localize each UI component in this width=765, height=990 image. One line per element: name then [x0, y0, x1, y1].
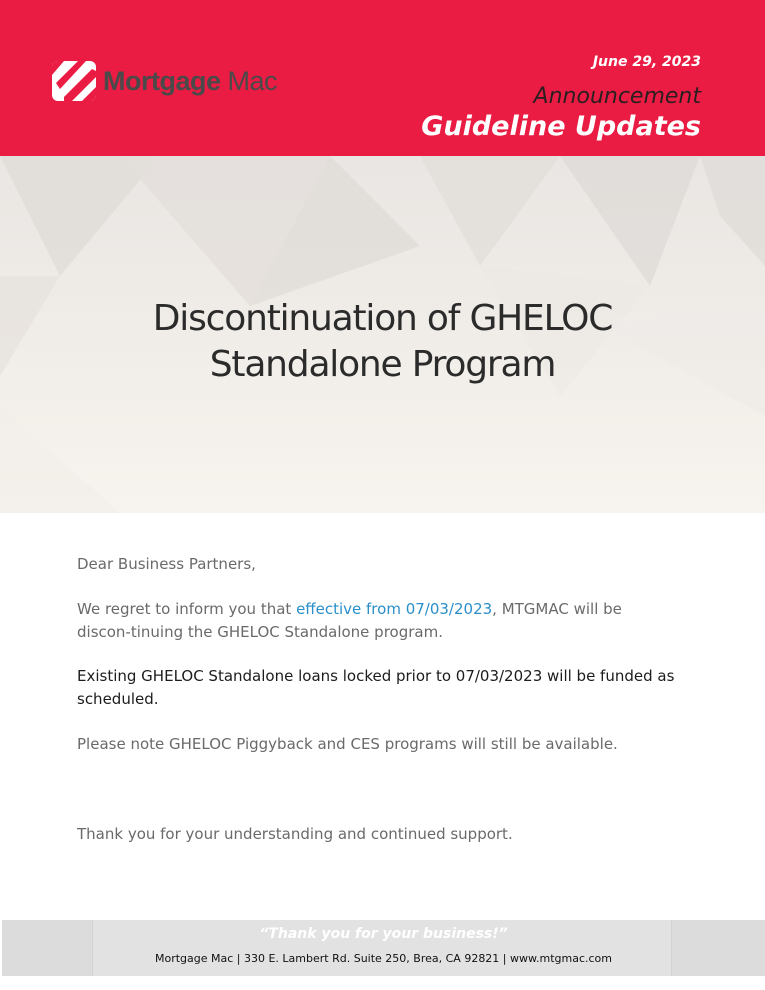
announcement-label: Announcement: [533, 84, 701, 109]
effective-date-link: effective from 07/03/2023: [296, 600, 493, 618]
page-title-line-1: Discontinuation of GHELOC: [152, 298, 613, 339]
hero-section: [0, 156, 765, 513]
logo-wordmark: Mortgage Mac: [103, 65, 278, 96]
closing-paragraph: Thank you for your understanding and continued support.: [77, 825, 513, 843]
available-programs-paragraph: Please note GHELOC Piggyback and CES programs will still be available.: [77, 735, 618, 753]
discontinuation-paragraph: [77, 598, 677, 644]
paragraph-text-before: We regret to inform you that: [77, 600, 297, 618]
footer: [2, 920, 765, 976]
announcement-date: June 29, 2023: [592, 54, 701, 70]
announcement-info: [421, 52, 701, 144]
company-logo: [52, 61, 277, 101]
existing-loans-paragraph: Existing GHELOC Standalone loans locked prior to 07/03/2023 will be funded as scheduled.: [77, 667, 675, 708]
page-title-line-2: Standalone Program: [209, 344, 556, 385]
footer-address: Mortgage Mac | 330 E. Lambert Rd. Suite 250, Brea, CA 92821 | www.mtgmac.com: [154, 952, 612, 965]
page-title: [0, 296, 765, 388]
greeting: Dear Business Partners,: [77, 555, 256, 573]
header-banner: [0, 0, 765, 156]
paragraph-text-after: , MTGMAC will be discon-tinuing the GHELOC Standalone program.: [77, 600, 622, 641]
announcement-heading: Guideline Updates: [421, 111, 701, 142]
mortgage-mac-logo-icon: [52, 61, 96, 101]
footer-quote: “Thank you for your business!”: [259, 926, 508, 942]
